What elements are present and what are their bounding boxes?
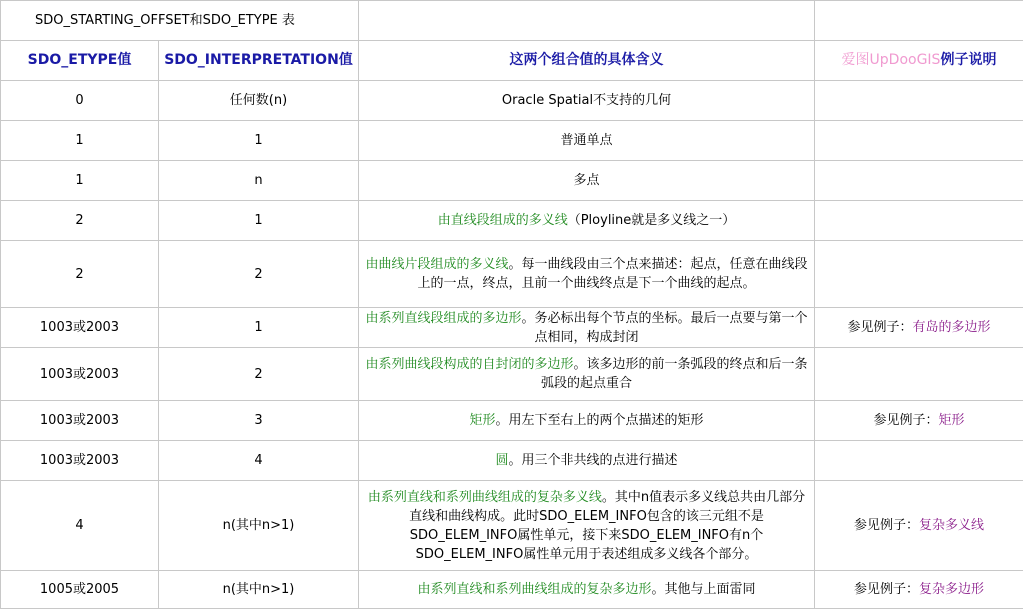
- cell-etype: 1: [1, 121, 159, 161]
- empty-cell: [359, 1, 815, 41]
- meaning-highlight: 由系列曲线段构成的自封闭的多边形: [365, 357, 573, 372]
- cell-interpretation: 1: [159, 308, 359, 348]
- meaning-text: 。用左下至右上的两个点描述的矩形: [496, 413, 704, 428]
- meaning-highlight: 由系列直线和系列曲线组成的复杂多边形: [417, 582, 651, 597]
- cell-example: [815, 308, 1023, 348]
- example-link[interactable]: 有岛的多边形: [913, 320, 991, 335]
- table-row: [1, 121, 1023, 161]
- table-row: [1, 201, 1023, 241]
- cell-example: [815, 401, 1023, 441]
- cell-etype: 1003或2003: [1, 401, 159, 441]
- meaning-text: 。每一曲线段由三个点来描述：起点，任意在曲线段上的一点，终点，且前一个曲线终点是下一个曲线的起点。: [417, 257, 807, 291]
- meaning-text: 。其中n值表示多义线总共由几部分直线和曲线构成。此时SDO_ELEM_INFO包含的该三元组不是SDO_ELEM_INFO属性单元，接下来SDO_ELEM_INFO有n个SDO_ELEM_INFO属性单元用于表述组成多义线各个部分。: [409, 490, 805, 562]
- example-prefix: 参见例子：: [854, 518, 919, 533]
- example-link[interactable]: 复杂多边形: [919, 582, 984, 597]
- meaning-text: 普通单点: [560, 133, 612, 148]
- cell-example: [815, 201, 1023, 241]
- meaning-highlight: 由曲线片段组成的多义线: [365, 257, 508, 272]
- meaning-highlight: 矩形: [469, 413, 495, 428]
- meaning-text: 多点: [573, 173, 599, 188]
- cell-meaning: [359, 401, 815, 441]
- cell-example: [815, 121, 1023, 161]
- table-row: [1, 441, 1023, 481]
- header-example-label: 例子说明: [940, 52, 996, 68]
- cell-etype: 1003或2003: [1, 348, 159, 401]
- header-etype: SDO_ETYPE值: [1, 41, 159, 81]
- title-row: [1, 1, 1023, 41]
- cell-etype: 1003或2003: [1, 441, 159, 481]
- table-row: [1, 401, 1023, 441]
- cell-etype: 2: [1, 201, 159, 241]
- cell-etype: 1003或2003: [1, 308, 159, 348]
- cell-interpretation: 3: [159, 401, 359, 441]
- table-row: [1, 308, 1023, 348]
- meaning-highlight: 由直线段组成的多义线: [438, 213, 568, 228]
- example-prefix: 参见例子：: [854, 582, 919, 597]
- cell-meaning: [359, 348, 815, 401]
- header-interpretation: SDO_INTERPRETATION值: [159, 41, 359, 81]
- cell-example: [815, 161, 1023, 201]
- cell-example: [815, 348, 1023, 401]
- cell-meaning: [359, 201, 815, 241]
- cell-meaning: [359, 161, 815, 201]
- example-link[interactable]: 复杂多义线: [919, 518, 984, 533]
- meaning-text: 。该多边形的前一条弧段的终点和后一条弧段的起点重合: [541, 357, 808, 391]
- meaning-text: Oracle Spatial不支持的几何: [502, 93, 671, 108]
- table-title: SDO_STARTING_OFFSET和SDO_ETYPE 表: [1, 1, 359, 41]
- table-row: [1, 161, 1023, 201]
- cell-etype: 1: [1, 161, 159, 201]
- cell-meaning: [359, 481, 815, 571]
- cell-interpretation: n(其中n>1): [159, 571, 359, 609]
- table-row: [1, 241, 1023, 308]
- meaning-highlight: 由系列直线和系列曲线组成的复杂多义线: [368, 490, 602, 505]
- header-row: [1, 41, 1023, 81]
- meaning-highlight: 由系列直线段组成的多边形: [365, 311, 521, 326]
- cell-interpretation: 4: [159, 441, 359, 481]
- meaning-text: 。务必标出每个节点的坐标。最后一点要与第一个点相同，构成封闭: [522, 311, 808, 345]
- example-link[interactable]: 矩形: [939, 413, 965, 428]
- meaning-text: 。其他与上面雷同: [652, 582, 756, 597]
- cell-meaning: [359, 571, 815, 609]
- table-row: [1, 571, 1023, 609]
- cell-interpretation: 2: [159, 241, 359, 308]
- cell-meaning: [359, 441, 815, 481]
- meaning-text: （Ployline就是多义线之一）: [568, 213, 736, 228]
- cell-interpretation: n(其中n>1): [159, 481, 359, 571]
- cell-meaning: [359, 81, 815, 121]
- cell-interpretation: n: [159, 161, 359, 201]
- cell-etype: 2: [1, 241, 159, 308]
- meaning-highlight: 圆: [495, 453, 508, 468]
- table-row: [1, 348, 1023, 401]
- cell-example: [815, 81, 1023, 121]
- cell-interpretation: 1: [159, 121, 359, 161]
- cell-meaning: [359, 308, 815, 348]
- cell-interpretation: 1: [159, 201, 359, 241]
- table-row: [1, 81, 1023, 121]
- cell-example: [815, 241, 1023, 308]
- header-example-brand: 爱图UpDooGIS: [842, 52, 941, 68]
- cell-example: [815, 481, 1023, 571]
- example-prefix: 参见例子：: [847, 320, 912, 335]
- empty-cell: [815, 1, 1023, 41]
- cell-example: [815, 571, 1023, 609]
- cell-etype: 1005或2005: [1, 571, 159, 609]
- cell-example: [815, 441, 1023, 481]
- header-example: [815, 41, 1023, 81]
- cell-meaning: [359, 121, 815, 161]
- cell-etype: 0: [1, 81, 159, 121]
- example-prefix: 参见例子：: [873, 413, 938, 428]
- meaning-text: 。用三个非共线的点进行描述: [509, 453, 678, 468]
- header-meaning: 这两个组合值的具体含义: [359, 41, 815, 81]
- table-row: [1, 481, 1023, 571]
- cell-meaning: [359, 241, 815, 308]
- cell-etype: 4: [1, 481, 159, 571]
- cell-interpretation: 任何数(n): [159, 81, 359, 121]
- cell-interpretation: 2: [159, 348, 359, 401]
